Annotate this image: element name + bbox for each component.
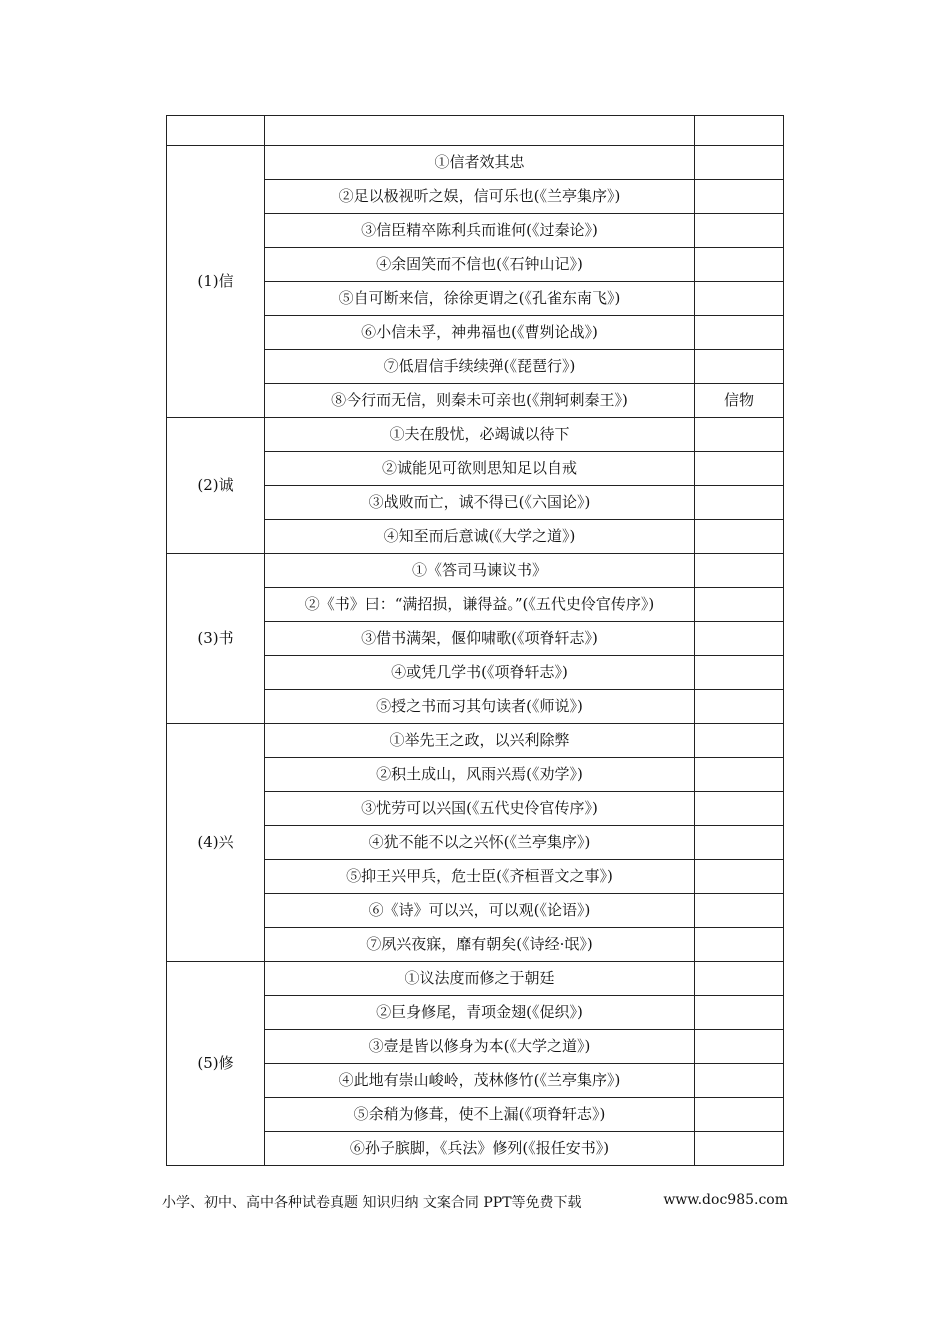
table-row bbox=[167, 146, 784, 180]
footer-text: 小学、初中、高中各种试卷真题 知识归纳 文案合同 PPT等免费下载 bbox=[162, 1195, 582, 1211]
meaning-cell[interactable] bbox=[695, 690, 784, 724]
sentence-cell: ③战败而亡，诚不得已(《六国论》) bbox=[265, 486, 695, 520]
meaning-cell[interactable] bbox=[695, 1132, 784, 1166]
meaning-cell[interactable] bbox=[695, 350, 784, 384]
sentence-cell: ①议法度而修之于朝廷 bbox=[265, 962, 695, 996]
header-cell bbox=[265, 116, 695, 146]
meaning-cell[interactable] bbox=[695, 214, 784, 248]
sentence-cell: ①举先王之政，以兴利除弊 bbox=[265, 724, 695, 758]
meaning-cell[interactable] bbox=[695, 826, 784, 860]
header-cell bbox=[695, 116, 784, 146]
sentence-cell: ⑦低眉信手续续弹(《琵琶行》) bbox=[265, 350, 695, 384]
sentence-cell: ②《书》曰：“满招损，谦得益。”(《五代史伶官传序》) bbox=[265, 588, 695, 622]
meaning-cell[interactable] bbox=[695, 656, 784, 690]
word-cell: (4)兴 bbox=[167, 724, 265, 962]
sentence-cell: ④犹不能不以之兴怀(《兰亭集序》) bbox=[265, 826, 695, 860]
meaning-cell[interactable] bbox=[695, 622, 784, 656]
vocab-table bbox=[166, 115, 784, 1166]
sentence-cell: ⑥孙子膑脚，《兵法》修列(《报任安书》) bbox=[265, 1132, 695, 1166]
meaning-cell[interactable] bbox=[695, 588, 784, 622]
sentence-cell: ③借书满架，偃仰啸歌(《项脊轩志》) bbox=[265, 622, 695, 656]
meaning-cell[interactable] bbox=[695, 928, 784, 962]
meaning-cell[interactable] bbox=[695, 1030, 784, 1064]
footer-link[interactable]: www.doc985.com bbox=[663, 1192, 788, 1208]
sentence-cell: ④余固笑而不信也(《石钟山记》) bbox=[265, 248, 695, 282]
word-cell: (1)信 bbox=[167, 146, 265, 418]
sentence-cell: ⑦夙兴夜寐，靡有朝矣(《诗经·氓》) bbox=[265, 928, 695, 962]
meaning-cell[interactable] bbox=[695, 282, 784, 316]
meaning-cell[interactable] bbox=[695, 962, 784, 996]
meaning-cell[interactable] bbox=[695, 792, 784, 826]
meaning-cell[interactable] bbox=[695, 486, 784, 520]
sentence-cell: ②诚能见可欲则思知足以自戒 bbox=[265, 452, 695, 486]
header-row bbox=[167, 116, 784, 146]
sentence-cell: ①信者效其忠 bbox=[265, 146, 695, 180]
meaning-cell[interactable] bbox=[695, 248, 784, 282]
sentence-cell: ④或凭几学书(《项脊轩志》) bbox=[265, 656, 695, 690]
sentence-cell: ③壹是皆以修身为本(《大学之道》) bbox=[265, 1030, 695, 1064]
meaning-cell[interactable] bbox=[695, 418, 784, 452]
meaning-cell[interactable] bbox=[695, 860, 784, 894]
table-row bbox=[167, 962, 784, 996]
sentence-cell: ⑤余稍为修葺，使不上漏(《项脊轩志》) bbox=[265, 1098, 695, 1132]
sentence-cell: ⑥小信未孚，神弗福也(《曹刿论战》) bbox=[265, 316, 695, 350]
meaning-cell[interactable] bbox=[695, 180, 784, 214]
sentence-cell: ⑧今行而无信，则秦未可亲也(《荆轲刺秦王》) bbox=[265, 384, 695, 418]
word-cell: (2)诚 bbox=[167, 418, 265, 554]
sentence-cell: ③信臣精卒陈利兵而谁何(《过秦论》) bbox=[265, 214, 695, 248]
meaning-cell[interactable] bbox=[695, 996, 784, 1030]
sentence-cell: ①《答司马谏议书》 bbox=[265, 554, 695, 588]
table-row bbox=[167, 554, 784, 588]
word-cell: (3)书 bbox=[167, 554, 265, 724]
meaning-cell[interactable] bbox=[695, 758, 784, 792]
sentence-cell: ③忧劳可以兴国(《五代史伶官传序》) bbox=[265, 792, 695, 826]
sentence-cell: ②积土成山，风雨兴焉(《劝学》) bbox=[265, 758, 695, 792]
meaning-cell[interactable]: 信物 bbox=[695, 384, 784, 418]
meaning-cell[interactable] bbox=[695, 1098, 784, 1132]
header-cell bbox=[167, 116, 265, 146]
meaning-cell[interactable] bbox=[695, 554, 784, 588]
meaning-cell[interactable] bbox=[695, 1064, 784, 1098]
sentence-cell: ⑤授之书而习其句读者(《师说》) bbox=[265, 690, 695, 724]
word-cell: (5)修 bbox=[167, 962, 265, 1166]
sentence-cell: ①夫在殷忧，必竭诚以待下 bbox=[265, 418, 695, 452]
meaning-cell[interactable] bbox=[695, 452, 784, 486]
sentence-cell: ⑤抑王兴甲兵，危士臣(《齐桓晋文之事》) bbox=[265, 860, 695, 894]
table-row bbox=[167, 418, 784, 452]
meaning-cell[interactable] bbox=[695, 894, 784, 928]
sentence-cell: ②足以极视听之娱，信可乐也(《兰亭集序》) bbox=[265, 180, 695, 214]
sentence-cell: ②巨身修尾，青项金翅(《促织》) bbox=[265, 996, 695, 1030]
sentence-cell: ④知至而后意诚(《大学之道》) bbox=[265, 520, 695, 554]
meaning-cell[interactable] bbox=[695, 724, 784, 758]
sentence-cell: ⑤自可断来信，徐徐更谓之(《孔雀东南飞》) bbox=[265, 282, 695, 316]
meaning-cell[interactable] bbox=[695, 520, 784, 554]
sentence-cell: ⑥《诗》可以兴，可以观(《论语》) bbox=[265, 894, 695, 928]
table-row bbox=[167, 724, 784, 758]
meaning-cell[interactable] bbox=[695, 316, 784, 350]
meaning-cell[interactable] bbox=[695, 146, 784, 180]
sentence-cell: ④此地有崇山峻岭，茂林修竹(《兰亭集序》) bbox=[265, 1064, 695, 1098]
